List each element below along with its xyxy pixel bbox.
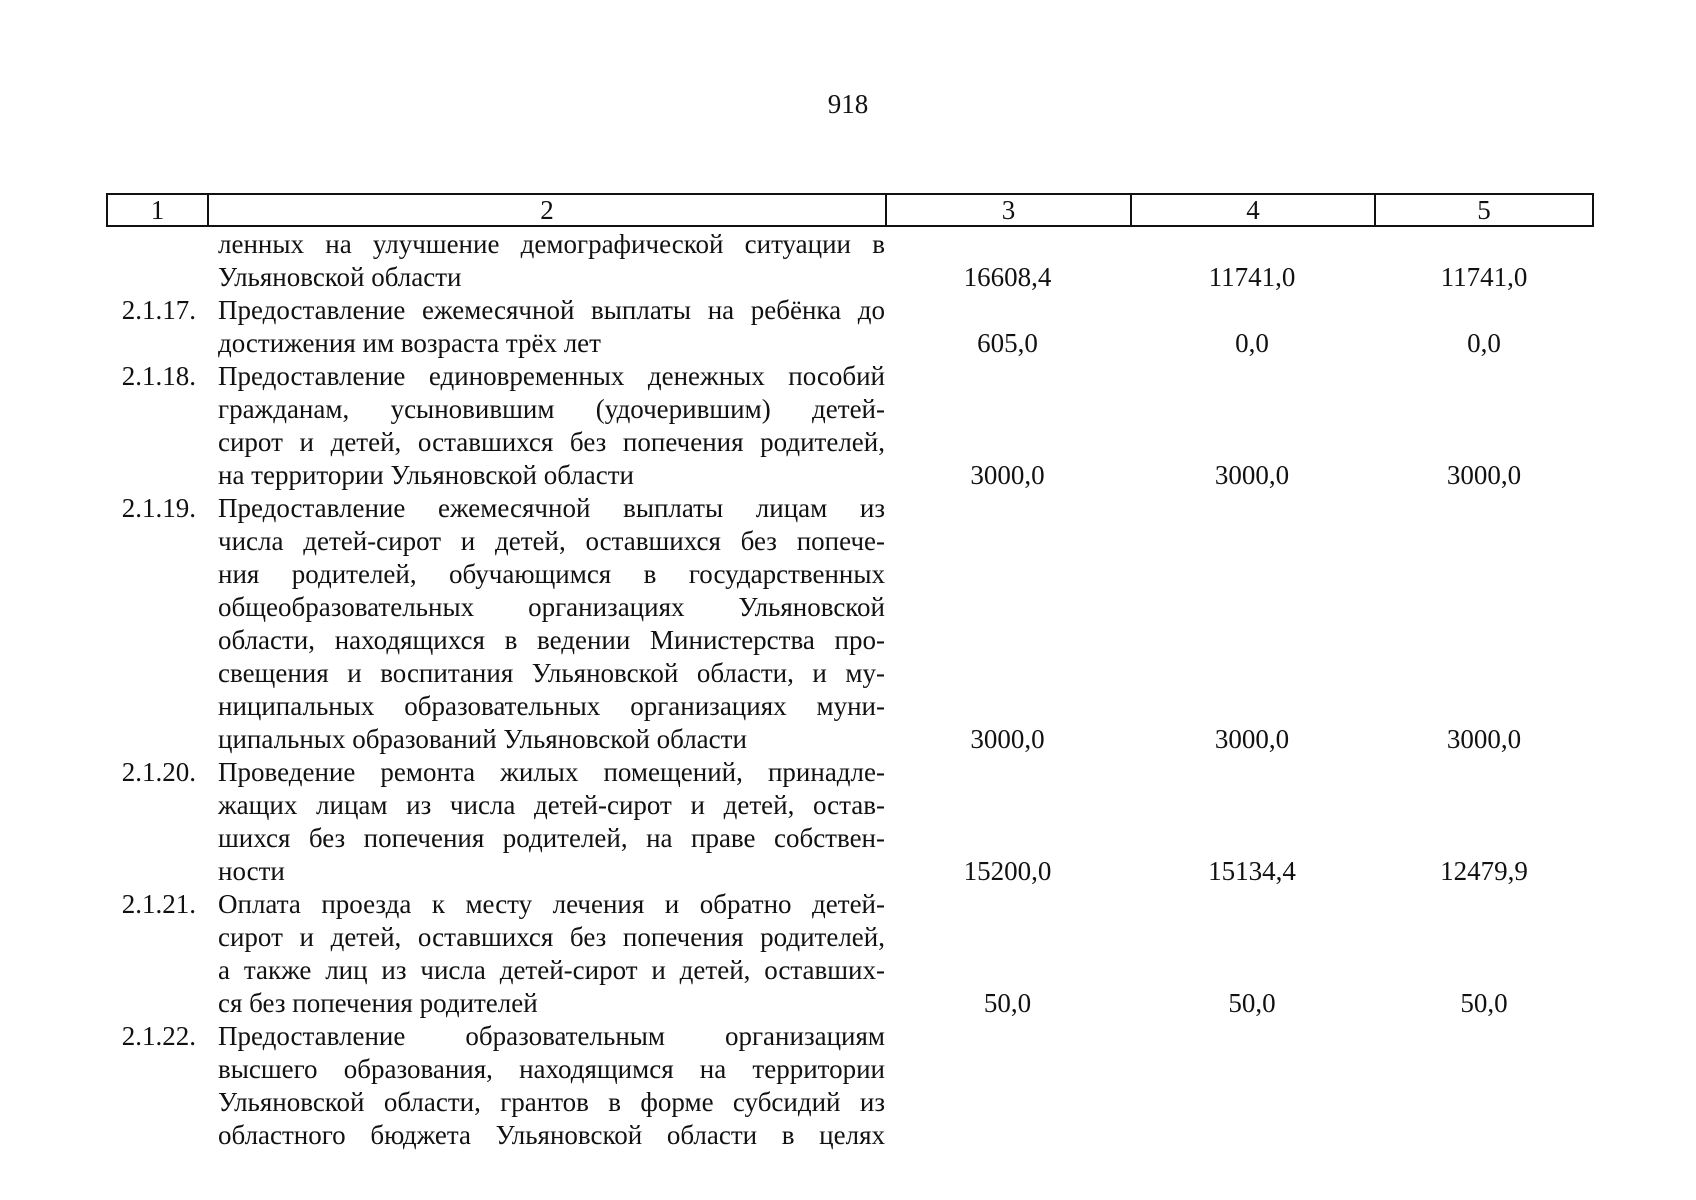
description-line: ниципальных образовательных организациях муни- xyxy=(218,691,885,721)
value-col-4: 0,0 xyxy=(1235,328,1269,358)
table-row xyxy=(106,492,1594,756)
row-number: 2.1.17. xyxy=(121,295,196,325)
description-line: ния родителей, обучающимся в государственных xyxy=(218,559,885,589)
value-col-3: 605,0 xyxy=(977,328,1038,358)
description-line: а также лиц из числа детей-сирот и детей, оставших- xyxy=(218,955,885,985)
value-col-4: 15134,4 xyxy=(1208,856,1296,886)
row-number: 2.1.18. xyxy=(121,361,196,391)
header-col-4: 4 xyxy=(1132,195,1376,225)
row-number: 2.1.20. xyxy=(121,757,196,787)
row-number: 2.1.22. xyxy=(121,1021,196,1051)
row-description xyxy=(207,228,885,294)
table-row xyxy=(106,228,1594,294)
value-col-4: 3000,0 xyxy=(1214,724,1290,754)
value-col-5: 50,0 xyxy=(1460,988,1508,1018)
row-number: 2.1.19. xyxy=(121,493,196,523)
row-description xyxy=(207,294,885,360)
table-row xyxy=(106,294,1594,360)
description-line: Предоставление ежемесячной выплаты на ребёнка до xyxy=(218,295,885,325)
table-row xyxy=(106,360,1594,492)
description-line: ности xyxy=(218,856,285,886)
description-line: общеобразовательных организациях Ульяновской xyxy=(218,592,885,622)
table-row xyxy=(106,756,1594,888)
header-col-1: 1 xyxy=(108,195,209,225)
description-line: Ульяновской области, грантов в форме субсидий из xyxy=(218,1087,885,1117)
value-col-4: 50,0 xyxy=(1228,988,1276,1018)
value-col-3: 16608,4 xyxy=(963,262,1052,292)
header-col-5: 5 xyxy=(1477,195,1491,225)
header-col-3: 3 xyxy=(887,195,1132,225)
description-line: достижения им возраста трёх лет xyxy=(218,328,601,358)
description-line: Ульяновской области xyxy=(218,262,462,292)
row-description xyxy=(207,888,885,1020)
table-body xyxy=(106,228,1594,1152)
value-col-3: 3000,0 xyxy=(970,724,1045,754)
value-col-4: 11741,0 xyxy=(1208,262,1296,292)
table-row xyxy=(106,1020,1594,1152)
value-col-5: 3000,0 xyxy=(1446,460,1522,490)
row-description xyxy=(207,1020,885,1152)
description-line: жащих лицам из числа детей-сирот и детей, остав- xyxy=(218,790,885,820)
header-col-2: 2 xyxy=(209,195,887,225)
description-line: области, находящихся в ведении Министерства про- xyxy=(218,625,885,655)
value-col-3: 15200,0 xyxy=(963,856,1052,886)
description-line: Предоставление образовательным организациям xyxy=(218,1021,885,1051)
description-line: Предоставление единовременных денежных пособий xyxy=(218,361,885,391)
value-col-5: 3000,0 xyxy=(1446,724,1522,754)
description-line: Предоставление ежемесячной выплаты лицам из xyxy=(218,493,885,523)
table-row xyxy=(106,888,1594,1020)
description-line: шихся без попечения родителей, на праве собствен- xyxy=(218,823,885,853)
value-col-5: 12479,9 xyxy=(1440,856,1528,886)
description-line: ленных на улучшение демографической ситуации в xyxy=(218,229,885,259)
description-line: на территории Ульяновской области xyxy=(218,460,635,490)
description-line: высшего образования, находящимся на территории xyxy=(218,1054,885,1084)
description-line: Оплата проезда к месту лечения и обратно детей- xyxy=(218,889,885,919)
page-number: 918 xyxy=(827,89,869,119)
description-line: числа детей-сирот и детей, оставшихся без попече- xyxy=(218,526,885,556)
value-col-3: 50,0 xyxy=(983,988,1032,1018)
description-line: Проведение ремонта жилых помещений, принадле- xyxy=(218,757,885,787)
description-line: сирот и детей, оставшихся без попечения родителей, xyxy=(218,922,885,952)
description-line: ципальных образований Ульяновской области xyxy=(218,724,747,754)
row-description xyxy=(207,492,885,756)
row-description xyxy=(207,360,885,492)
value-col-4: 3000,0 xyxy=(1214,460,1290,490)
value-col-5: 11741,0 xyxy=(1440,262,1528,292)
row-number: 2.1.21. xyxy=(121,889,196,919)
description-line: гражданам, усыновившим (удочерившим) детей- xyxy=(218,394,885,424)
description-line: областного бюджета Ульяновской области в целях xyxy=(218,1120,885,1150)
table-header-row xyxy=(106,193,1594,227)
description-line: сирот и детей, оставшихся без попечения родителей, xyxy=(218,427,885,457)
description-line: ся без попечения родителей xyxy=(218,988,538,1018)
value-col-5: 0,0 xyxy=(1467,328,1501,358)
value-col-3: 3000,0 xyxy=(970,460,1045,490)
description-line: свещения и воспитания Ульяновской области, и му- xyxy=(218,658,885,688)
row-description xyxy=(207,756,885,888)
